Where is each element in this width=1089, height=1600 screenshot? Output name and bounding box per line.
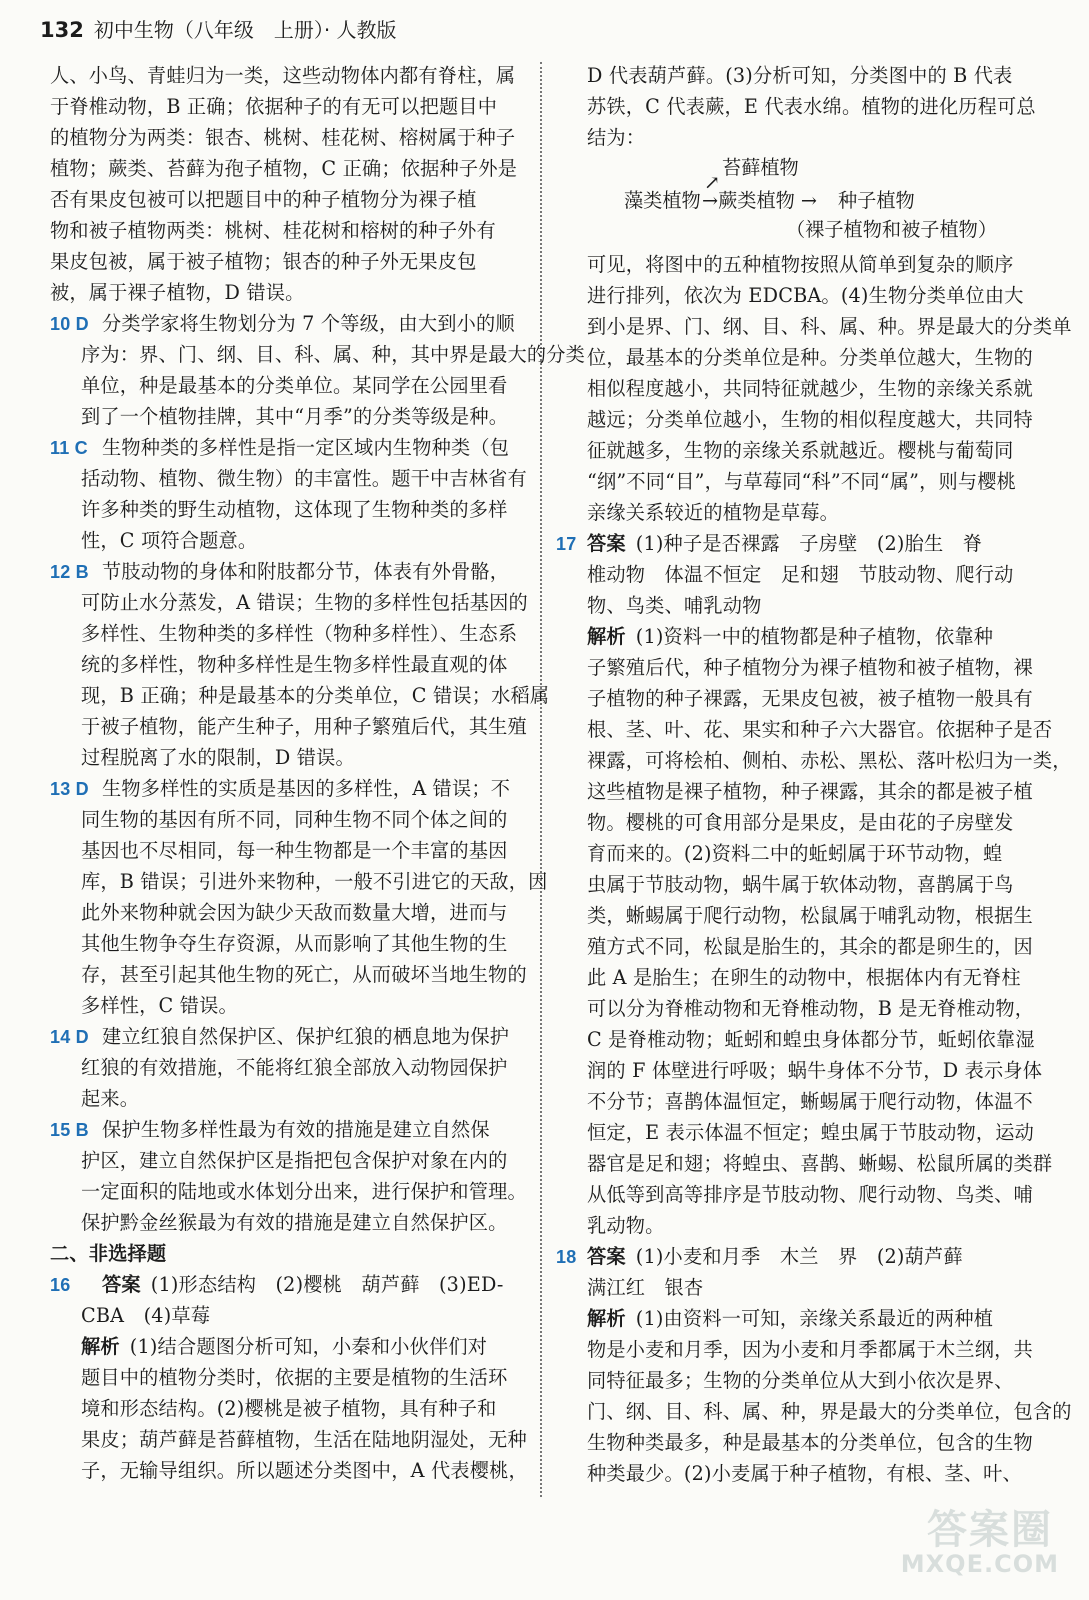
text-line: 子植物的种子裸露，无果皮包被，被子植物一般具有 [587,687,1033,710]
question-10 [50,308,528,339]
watermark-bottom: MXQE.COM [900,1550,1059,1578]
text-line: 许多种类的野生动植物，这体现了生物种类的多样 [81,498,508,521]
diagram-seed-sub: （裸子植物和被子植物） [786,218,998,241]
text-line: 性，C 项符合题意。 [81,529,258,552]
text-line: 此外来物种就会因为缺少天敌而数量大增，进而与 [81,901,508,924]
text-line: 括动物、植物、微生物）的丰富性。题干中吉林省有 [81,467,527,490]
watermark-top: 答案圈 [927,1507,1053,1553]
question-number: 15 B [50,1120,89,1140]
text-line: 虫属于节肢动物，蜗牛属于软体动物，喜鹊属于鸟 [587,873,1014,896]
watermark-logo [883,1498,1063,1578]
text-line: 被，属于裸子植物，D 错误。 [50,281,305,304]
answer-tag: 答案 [587,532,626,555]
text-line: 否有果皮包被可以把题目中的种子植物分为裸子植 [50,188,477,211]
text-line: 可防止水分蒸发，A 错误；生物的多样性包括基因的 [81,591,528,614]
text-line: 起来。 [81,1087,140,1110]
text-line: 境和形态结构。(2)樱桃是被子植物，具有种子和 [81,1397,497,1420]
question-15 [50,1114,528,1145]
text-line: 生物多样性的实质是基因的多样性，A 错误；不 [102,777,511,800]
text-line: 护区，建立自然保护区是指把包含保护对象在内的 [81,1149,508,1172]
text-line: 物和被子植物两类：桃树、桂花树和榕树的种子外有 [50,219,496,242]
text-line: 这些植物是裸子植物，种子裸露，其余的都是被子植 [587,780,1033,803]
text-line: (1)结合题图分析可知，小秦和小伙伴们对 [129,1335,488,1358]
text-line: 生物种类最多，种是最基本的分类单位，包含的生物 [587,1431,1033,1454]
text-line: D 代表葫芦藓。(3)分析可知，分类图中的 B 代表 [587,64,1013,87]
text-line: 建立红狼自然保护区、保护红狼的栖息地为保护 [102,1025,510,1048]
text-line: CBA (4)草莓 [81,1304,211,1327]
text-line: 子，无输导组织。所以题述分类图中，A 代表樱桃， [81,1459,528,1482]
text-line: 类，蜥蜴属于爬行动物，松鼠属于哺乳动物，根据生 [587,904,1033,927]
text-line: 其他生物争夺生存资源，从而影响了其他生物的生 [81,932,508,955]
page-title: 初中生物（八年级 上册）· 人教版 [93,18,397,42]
text-line: (1)小麦和月季 木兰 界 (2)葫芦藓 [635,1245,963,1268]
text-line: 不分节；喜鹊体温恒定，蜥蜴属于爬行动物，体温不 [587,1090,1033,1113]
question-number: 10 D [50,314,89,334]
text-line: 越远；分类单位越小，生物的相似程度越大，共同特 [587,408,1033,431]
question-number: 11 C [50,438,88,458]
analysis-tag: 解析 [81,1335,120,1358]
text-line: 人、小鸟、青蛙归为一类，这些动物体内都有脊柱，属 [50,64,516,87]
text-line: 到小是界、门、纲、目、科、属、种。界是最大的分类单 [587,315,1072,338]
text-line: 于脊椎动物，B 正确；依据种子的有无可以把题目中 [50,95,498,118]
text-line: 物。樱桃的可食用部分是果皮，是由花的子房壁发 [587,811,1014,834]
text-line: 库，B 错误；引进外来物种，一般不引进它的天敌，因 [81,870,548,893]
text-line: C 是脊椎动物；蚯蚓和蝗虫身体都分节，蚯蚓依靠湿 [587,1028,1035,1051]
text-line: 苏铁，C 代表蕨，E 代表水绵。植物的进化历程可总 [587,95,1036,118]
text-line: 物、鸟类、哺乳动物 [587,594,762,617]
text-line: 现，B 正确；种是最基本的分类单位，C 错误；水稻属 [81,684,550,707]
diagram-seed: 种子植物 [838,189,915,212]
text-line: 分类学家将生物划分为 7 个等级，由大到小的顺 [102,312,515,335]
text-line: 单位，种是最基本的分类单位。某同学在公园里看 [81,374,508,397]
right-column [556,60,1072,1489]
text-line: 种类最少。(2)小麦属于种子植物，有根、茎、叶、 [587,1462,1022,1485]
text-line: 多样性、生物种类的多样性（物种多样性）、生态系 [81,622,518,645]
text-line: 门、纲、目、科、属、种，界是最大的分类单位，包含的 [587,1400,1072,1423]
text-line: 题目中的植物分类时，依据的主要是植物的生活环 [81,1366,508,1389]
text-line: 过程脱离了水的限制，D 错误。 [81,746,355,769]
question-14 [50,1021,528,1052]
text-line: 果皮；葫芦藓是苔藓植物，生活在陆地阴湿处，无种 [81,1428,527,1451]
question-11 [50,432,528,463]
text-line: 可以分为脊椎动物和无脊椎动物，B 是无脊椎动物， [587,997,1035,1020]
text-line: 乳动物。 [587,1214,665,1237]
text-line: 殖方式不同，松鼠是胎生的，其余的都是卵生的，因 [587,935,1033,958]
text-line: 的植物分为两类：银杏、桃树、桂花树、榕树属于种子 [50,126,516,149]
text-line: “纲”不同“目”，与草莓同“科”不同“属”，则与樱桃 [587,470,1017,493]
text-line: (1)由资料一可知，亲缘关系最近的两种植 [635,1307,994,1330]
diagram-algae: 藻类植物 [624,189,701,212]
answer-letter: B [75,1120,89,1140]
question-16 [50,1269,528,1300]
question-number: 12 B [50,562,89,582]
text-line: 同生物的基因有所不同，同种生物不同个体之间的 [81,808,508,831]
text-line: 满江红 银杏 [587,1276,704,1299]
text-line: 植物；蕨类、苔藓为孢子植物，C 正确；依据种子外是 [50,157,518,180]
text-line: 椎动物 体温不恒定 足和翅 节肢动物、爬行动 [587,563,1014,586]
text-line: 育而来的。(2)资料二中的蚯蚓属于环节动物，蝗 [587,842,1003,865]
text-line: 物是小麦和月季，因为小麦和月季都属于木兰纲，共 [587,1338,1033,1361]
answer-tag: 答案 [102,1273,141,1296]
text-line: 存，甚至引起其他生物的死亡，从而破坏当地生物的 [81,963,527,986]
question-12 [50,556,528,587]
text-line: 红狼的有效措施，不能将红狼全部放入动物园保护 [81,1056,508,1079]
text-line: 基因也不尽相同，每一种生物都是一个丰富的基因 [81,839,508,862]
question-18 [556,1241,1040,1272]
text-line: 一定面积的陆地或水体划分出来，进行保护和管理。 [81,1180,527,1203]
page-number: 132 [40,18,84,42]
text-line: 相似程度越小，共同特征就越少，生物的亲缘关系就 [587,377,1033,400]
text-line: 果皮包被，属于被子植物；银杏的种子外无果皮包 [50,250,477,273]
text-line: 亲缘关系较近的植物是草莓。 [587,501,840,524]
text-line: 可见，将图中的五种植物按照从简单到复杂的顺序 [587,253,1014,276]
answer-letter: C [74,438,88,458]
text-line: 位，最基本的分类单位是种。分类单位越大，生物的 [587,346,1033,369]
page-header [40,14,397,48]
analysis-line [556,1303,1040,1334]
answer-letter: D [75,314,89,334]
analysis-tag: 解析 [587,625,626,648]
text-line: 从低等到高等排序是节肢动物、爬行动物、鸟类、哺 [587,1183,1033,1206]
text-line: 此 A 是胎生；在卵生的动物中，根据体内有无脊柱 [587,966,1021,989]
text-line: 多样性，C 错误。 [81,994,238,1017]
text-line: 节肢动物的身体和附肢都分节，体表有外骨骼， [102,560,510,583]
diagram-fern: →蕨类植物 → [702,189,818,212]
question-17 [556,528,1040,559]
analysis-line [556,621,1040,652]
text-line: 保护生物多样性最为有效的措施是建立自然保 [102,1118,490,1141]
text-line: 润的 F 体壁进行呼吸；蜗牛身体不分节，D 表示身体 [587,1059,1043,1082]
text-line: 征就越多，生物的亲缘关系就越近。樱桃与葡萄同 [587,439,1014,462]
text-line: 根、茎、叶、花、果实和种子六大器官。依据种子是否 [587,718,1053,741]
text-line: 结为： [587,126,646,149]
answer-tag: 答案 [587,1245,626,1268]
analysis-tag: 解析 [587,1307,626,1330]
analysis-line [50,1331,528,1362]
text-line: 于被子植物，能产生种子，用种子繁殖后代，其生殖 [81,715,527,738]
arrow-up-icon: ↗ [704,171,721,194]
text-line: 生物种类的多样性是指一定区域内生物种类（包 [102,436,510,459]
text-line: 裸露，可将桧柏、侧柏、赤松、黑松、落叶松归为一类， [587,749,1072,772]
text-line: 子繁殖后代，种子植物分为裸子植物和被子植物，裸 [587,656,1033,679]
text-line: 到了一个植物挂牌，其中“月季”的分类等级是种。 [81,405,509,428]
text-line: 恒定，E 表示体温不恒定；蝗虫属于节肢动物，运动 [587,1121,1035,1144]
question-number: 14 D [50,1027,89,1047]
text-line: (1)形态结构 (2)樱桃 葫芦藓 (3)ED- [150,1273,504,1296]
question-number: 18 [556,1247,577,1267]
question-number: 16 [50,1275,71,1295]
text-line: 进行排列，依次为 EDCBA。(4)生物分类单位由大 [587,284,1024,307]
question-number: 17 [556,534,577,554]
text-line: 序为：界、门、纲、目、科、属、种，其中界是最大的分类 [81,343,586,366]
answer-letter: D [75,1027,89,1047]
answer-letter: B [75,562,89,582]
column-divider [540,62,542,1497]
text-line: 统的多样性，物种多样性是生物多样性最直观的体 [81,653,508,676]
question-13 [50,773,528,804]
text-line: (1)资料一中的植物都是种子植物，依靠种 [635,625,994,648]
text-line: 保护黔金丝猴最为有效的措施是建立自然保护区。 [81,1211,508,1234]
evolution-diagram [556,153,1040,249]
text-line: (1)种子是否裸露 子房壁 (2)胎生 脊 [635,532,983,555]
question-number: 13 D [50,779,89,799]
section-heading: 二、非选择题 [50,1242,167,1265]
diagram-moss: 苔藓植物 [722,156,799,179]
text-line: 器官是足和翅；将蝗虫、喜鹊、蜥蜴、松鼠所属的类群 [587,1152,1053,1175]
answer-letter: D [75,779,89,799]
text-line: 同特征最多；生物的分类单位从大到小依次是界、 [587,1369,1014,1392]
